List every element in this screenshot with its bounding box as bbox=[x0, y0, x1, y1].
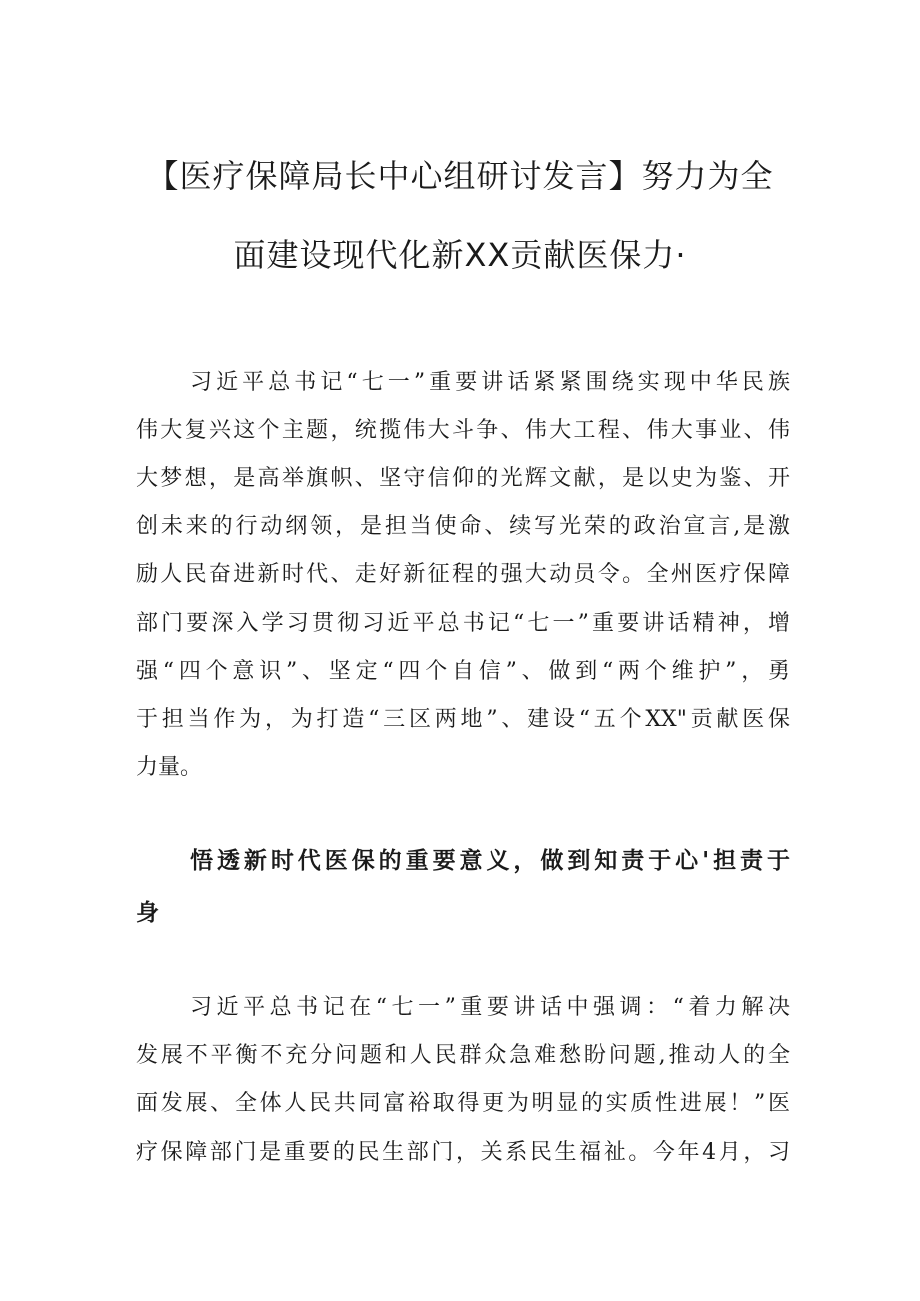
paragraph-line: 于担当作为，为打造“三区两地”、建设“五个XX"贡献医保 bbox=[136, 707, 790, 732]
paragraph-line: 强“四个意识”、坚定“四个自信”、做到“两个维护”，勇 bbox=[136, 659, 790, 684]
document-title-line-1: 【医疗保障局长中心组研讨发言】努力为全 bbox=[146, 157, 774, 195]
section-heading-line-2: 身 bbox=[136, 900, 159, 926]
paragraph-line: 力量。 bbox=[136, 755, 203, 780]
paragraph-line: 部门要深入学习贯彻习近平总书记“七一”重要讲话精神，增 bbox=[136, 611, 790, 636]
paragraph-line: 习近平总书记“七一”重要讲话紧紧围绕实现中华民族 bbox=[190, 370, 790, 395]
paragraph-line: 伟大复兴这个主题，统揽伟大斗争、伟大工程、伟大事业、伟 bbox=[136, 418, 790, 443]
paragraph-line: 面发展、全体人民共同富裕取得更为明显的实质性进展！”医 bbox=[136, 1091, 790, 1116]
paragraph-line: 发展不平衡不充分问题和人民群众急难愁盼问题,推动人的全 bbox=[136, 1043, 790, 1068]
paragraph-line: 习近平总书记在“七一”重要讲话中强调：“着力解决 bbox=[190, 995, 790, 1020]
paragraph-line: 励人民奋进新时代、走好新征程的强大动员令。全州医疗保障 bbox=[136, 562, 790, 587]
paragraph-line: 创未来的行动纲领，是担当使命、续写光荣的政治宣言,是激 bbox=[136, 514, 790, 539]
paragraph-line: 大梦想，是高举旗帜、坚守信仰的光辉文献，是以史为鉴、开 bbox=[136, 466, 790, 491]
document-title-line-2: 面建设现代化新XX贡献医保力· bbox=[233, 236, 687, 274]
section-heading-line-1: 悟透新时代医保的重要意义，做到知责于心'担责于 bbox=[190, 848, 790, 874]
paragraph-line: 疗保障部门是重要的民生部门，关系民生福祉。今年4月，习 bbox=[136, 1140, 790, 1165]
